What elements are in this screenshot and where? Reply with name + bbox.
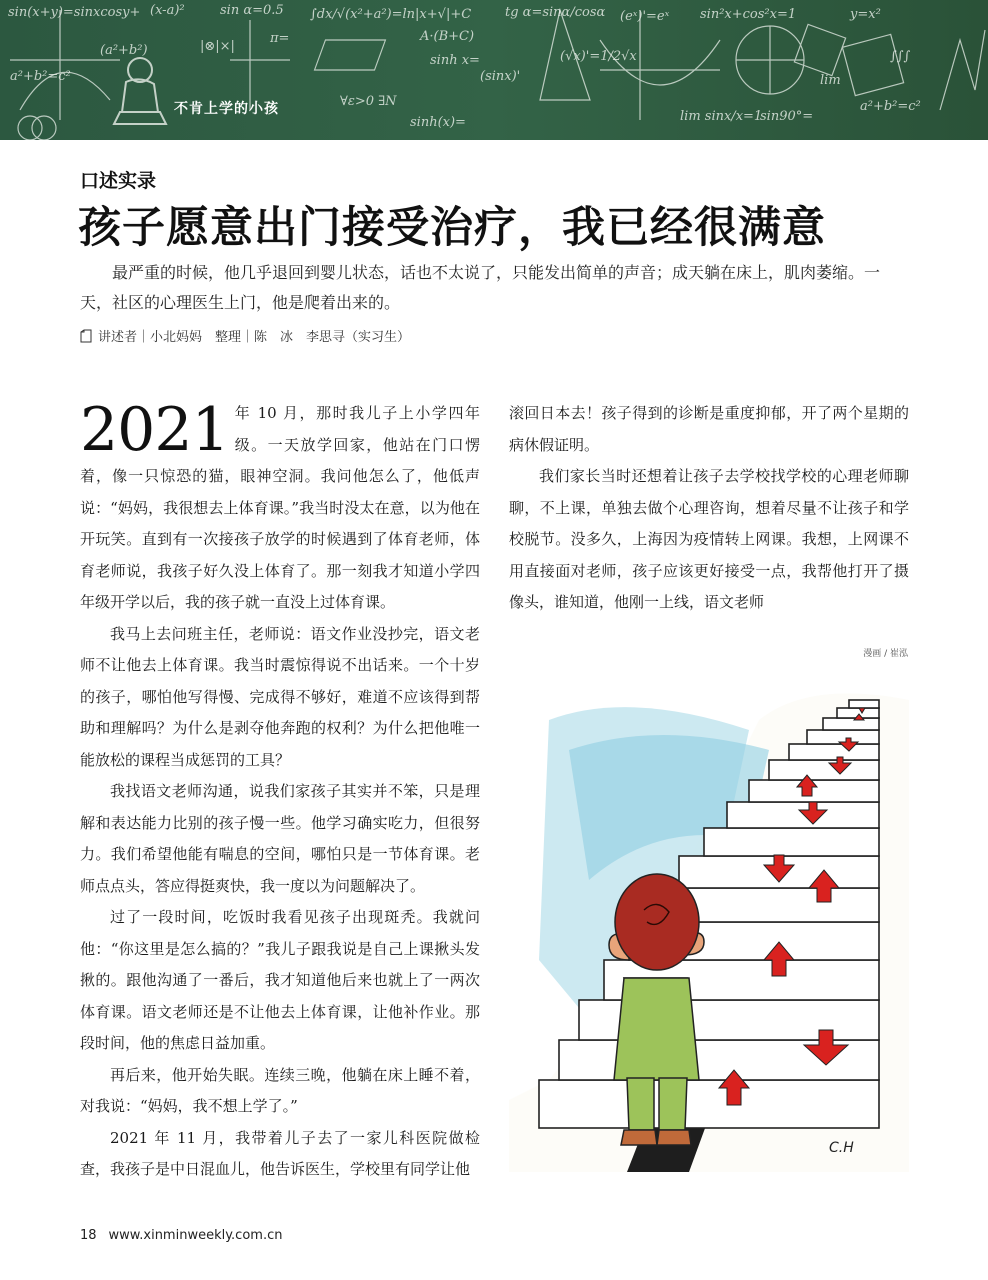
article-column-left <box>80 395 480 1186</box>
artist-signature: C.H <box>829 1140 854 1156</box>
banner-title: 不肯上学的小孩 <box>174 101 279 117</box>
svg-text:∀ε>0 ∃N: ∀ε>0 ∃N <box>340 94 397 109</box>
article-paragraph <box>80 395 480 619</box>
lead-paragraph: 最严重的时候，他几乎退回到婴儿状态，话也不太说了，只能发出简单的声音；成天躺在床上，肌肉萎缩。一天，社区的心理医生上门，他是爬着出来的。 <box>80 263 881 312</box>
svg-text:sin90°=: sin90°= <box>760 109 814 124</box>
chalkboard-banner <box>0 0 988 140</box>
article-paragraph: 我找语文老师沟通，说我们家孩子其实并不笨，只是理解和表达能力比别的孩子慢一些。他学习确实吃力，但很努力。我们希望他能有喘息的空间，哪怕只是一节体育课。老师点点头，答应得挺爽快，我一度以为问题解决了。 <box>80 782 480 895</box>
svg-text:∫dx/√(x²+a²)=ln|x+√|+C: ∫dx/√(x²+a²)=ln|x+√|+C <box>310 7 472 22</box>
article-paragraph: 2021 年 11 月，我带着儿子去了一家儿科医院做检查，我孩子是中日混血儿，他告诉医生，学校里有同学让他 <box>80 1128 480 1178</box>
article-paragraph: 再后来，他开始失眠。连续三晚，他躺在床上睡不着，对我说：“妈妈，我不想上学了。” <box>80 1065 480 1115</box>
svg-text:sin(x+y)=sinxcosy+: sin(x+y)=sinxcosy+ <box>8 5 141 20</box>
article-paragraph: 我马上去问班主任，老师说：语文作业没抄完，语文老师不让他去上体育课。我当时震惊得说不出话来。一个十岁的孩子，哪怕他写得慢、完成得不够好，难道不应该得到帮助和理解吗？为什么是剥夺他奔跑的权利？为什么把他唯一能放松的课程当成惩罚的工具？ <box>80 624 480 769</box>
page-number: 18 <box>80 1228 97 1243</box>
article-column-right <box>509 398 909 619</box>
svg-text:(a²+b²): (a²+b²) <box>100 43 148 58</box>
svg-text:∫∫∫: ∫∫∫ <box>890 49 911 64</box>
article-paragraph: 我们家长当时还想着让孩子去学校找学校的心理老师聊聊，不上课，单独去做个心理咨询，想着尽量不让孩子和学校脱节。没多久，上海因为疫情转上网课。我想，上网课不用直接面对老师，孩子应该更好接受一点，我帮他打开了摄像头，谁知道，他刚一上线，语文老师 <box>509 467 909 611</box>
svg-text:a²+b²=c²: a²+b²=c² <box>10 69 71 84</box>
svg-text:|⊗|×|: |⊗|×| <box>200 39 235 54</box>
pen-icon <box>80 329 92 343</box>
page-footer <box>80 1228 282 1243</box>
svg-text:π=: π= <box>270 31 290 46</box>
svg-text:sinh(x)=: sinh(x)= <box>410 115 466 130</box>
website-url: www.xinminweekly.com.cn <box>108 1228 283 1243</box>
byline-text: 讲述者｜小北妈妈 整理｜陈 冰 李思寻（实习生） <box>98 330 411 345</box>
article-paragraph: 过了一段时间，吃饭时我看见孩子出现斑秃。我就问他：“你这里是怎么搞的？”我儿子跟我说是自己上课揪头发揪的。跟他沟通了一番后，我才知道他后来也就上了一两次体育课。语文老师还是不让他去上体育课，让他补作业。那段时间，他的焦虑日益加重。 <box>80 908 480 1052</box>
svg-text:sin α=0.5: sin α=0.5 <box>220 3 284 18</box>
section-label: 口述实录 <box>80 170 157 192</box>
svg-text:sin²x+cos²x=1: sin²x+cos²x=1 <box>700 7 797 22</box>
svg-text:sinh x=: sinh x= <box>430 53 480 68</box>
svg-text:(x-a)²: (x-a)² <box>150 3 185 18</box>
dropcap-year: 2021 <box>80 395 229 465</box>
svg-text:(√x)'=1/2√x: (√x)'=1/2√x <box>560 49 637 64</box>
staircase-illustration <box>509 660 909 1172</box>
svg-text:lim: lim <box>820 73 841 88</box>
page-title: 孩子愿意出门接受治疗，我已经很满意 <box>78 203 826 253</box>
svg-text:tg α=sinα/cosα: tg α=sinα/cosα <box>505 5 606 20</box>
svg-text:a²+b²=c²: a²+b²=c² <box>860 99 921 114</box>
svg-text:y=x²: y=x² <box>850 7 881 22</box>
paragraph-text: 年 10 月，那时我儿子上小学四年级。一天放学回家，他站在门口愣着，像一只惊恐的猫，眼神空洞。我问他怎么了，他低声说：“妈妈，我很想去上体育课。”我当时没太在意，以为他在开玩笑。直到有一次接孩子放学的时候遇到了体育老师，体育老师说，我孩子好久没上体育了。那一刻我才知道小学四年级开学以后，我的孩子就一直没上过体育课。 <box>80 404 480 611</box>
svg-text:(sinx)': (sinx)' <box>480 69 521 84</box>
byline <box>80 326 410 345</box>
chalkboard-doodles <box>0 0 988 140</box>
illustration-credit: 漫画 / 崔泓 <box>863 649 908 659</box>
svg-text:A·(B+C): A·(B+C) <box>420 29 475 44</box>
staircase-cartoon <box>509 660 909 1172</box>
svg-text:lim sinx/x=1: lim sinx/x=1 <box>680 109 763 124</box>
article-paragraph: 滚回日本去！孩子得到的诊断是重度抑郁，开了两个星期的病休假证明。 <box>509 404 909 454</box>
svg-text:(eˣ)'=eˣ: (eˣ)'=eˣ <box>620 9 670 24</box>
